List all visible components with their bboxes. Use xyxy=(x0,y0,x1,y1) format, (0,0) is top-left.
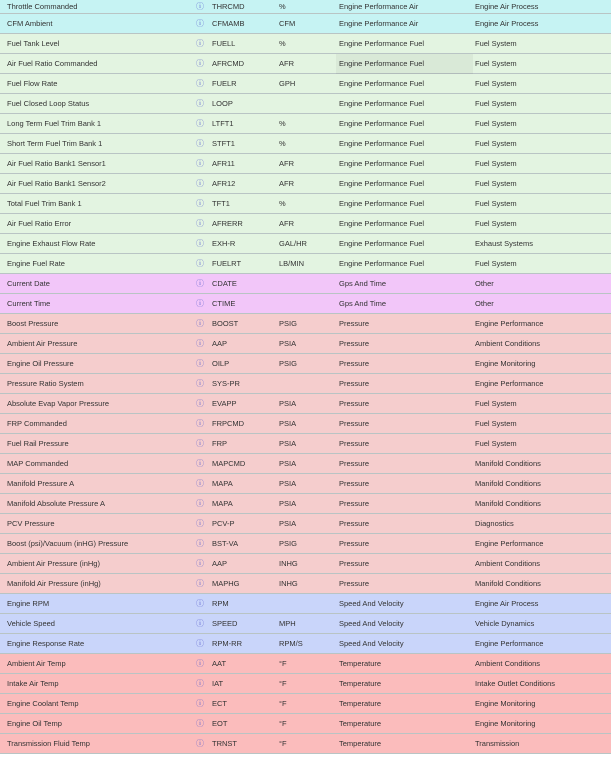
cell-category: Pressure xyxy=(339,559,370,568)
cell-category: Pressure xyxy=(339,459,370,468)
cell-category: Speed And Velocity xyxy=(339,639,404,648)
cell-unit: °F xyxy=(279,699,287,708)
cell-group: Fuel System xyxy=(475,179,517,188)
info-circle-icon[interactable]: ⓘ xyxy=(196,319,204,328)
info-circle-icon[interactable]: ⓘ xyxy=(196,139,204,148)
cell-category: Temperature xyxy=(339,739,382,748)
cell-unit: % xyxy=(279,199,286,208)
info-circle-icon[interactable]: ⓘ xyxy=(196,599,204,608)
cell-abbr: MAPA xyxy=(212,499,233,508)
cell-name: Manifold Absolute Pressure A xyxy=(7,499,105,508)
cell-abbr: CFMAMB xyxy=(212,19,245,28)
cell-category: Gps And Time xyxy=(339,279,387,288)
table-row[interactable] xyxy=(0,94,611,114)
cell-category: Engine Performance Air xyxy=(339,19,419,28)
cell-name: Throttle Commanded xyxy=(7,2,78,11)
info-circle-icon[interactable]: ⓘ xyxy=(196,19,204,28)
cell-name: Absolute Evap Vapor Pressure xyxy=(7,399,110,408)
cell-abbr: EVAPP xyxy=(212,399,237,408)
table-row[interactable] xyxy=(0,114,611,134)
cell-abbr: EXH-R xyxy=(212,239,236,248)
cell-category: Pressure xyxy=(339,359,370,368)
cell-group: Manifold Conditions xyxy=(475,459,541,468)
cell-abbr: CDATE xyxy=(212,279,237,288)
cell-name: Air Fuel Ratio Commanded xyxy=(7,59,98,68)
table-row[interactable] xyxy=(0,734,611,754)
cell-abbr: OILP xyxy=(212,359,230,368)
table-row[interactable] xyxy=(0,74,611,94)
cell-group: Ambient Conditions xyxy=(475,339,541,348)
table-row[interactable] xyxy=(0,214,611,234)
table-row[interactable] xyxy=(0,0,611,14)
cell-abbr: SYS-PR xyxy=(212,379,240,388)
cell-abbr: RPM xyxy=(212,599,229,608)
info-circle-icon[interactable]: ⓘ xyxy=(196,459,204,468)
info-circle-icon[interactable]: ⓘ xyxy=(196,399,204,408)
cell-unit: °F xyxy=(279,679,287,688)
cell-abbr: AFR11 xyxy=(212,159,235,168)
table-row[interactable] xyxy=(0,314,611,334)
cell-group: Fuel System xyxy=(475,199,517,208)
cell-group: Manifold Conditions xyxy=(475,479,541,488)
cell-name: FRP Commanded xyxy=(7,419,67,428)
cell-name: Intake Air Temp xyxy=(7,679,59,688)
table-row[interactable] xyxy=(0,594,611,614)
cell-unit: % xyxy=(279,119,286,128)
cell-unit: °F xyxy=(279,739,287,748)
cell-group: Fuel System xyxy=(475,219,517,228)
table-row[interactable] xyxy=(0,714,611,734)
info-circle-icon[interactable]: ⓘ xyxy=(196,519,204,528)
info-circle-icon[interactable]: ⓘ xyxy=(196,239,204,248)
cell-group: Other xyxy=(475,279,494,288)
info-circle-icon[interactable]: ⓘ xyxy=(196,739,204,748)
table-row[interactable] xyxy=(0,154,611,174)
cell-abbr: EOT xyxy=(212,719,228,728)
cell-unit xyxy=(279,94,337,114)
cell-category: Engine Performance Fuel xyxy=(339,219,425,228)
cell-group: Transmission xyxy=(475,739,520,748)
cell-group: Manifold Conditions xyxy=(475,579,541,588)
cell-category: Speed And Velocity xyxy=(339,599,404,608)
cell-name: Air Fuel Ratio Error xyxy=(7,219,72,228)
info-circle-icon[interactable]: ⓘ xyxy=(196,639,204,648)
info-circle-icon[interactable]: ⓘ xyxy=(196,699,204,708)
cell-abbr: MAPCMD xyxy=(212,459,246,468)
cell-abbr: MAPA xyxy=(212,479,233,488)
cell-name: Fuel Rail Pressure xyxy=(7,439,69,448)
cell-name: Transmission Fluid Temp xyxy=(7,739,90,748)
info-circle-icon[interactable]: ⓘ xyxy=(196,679,204,688)
cell-abbr: AFRERR xyxy=(212,219,243,228)
table-row[interactable] xyxy=(0,234,611,254)
info-circle-icon[interactable]: ⓘ xyxy=(196,719,204,728)
cell-group: Intake Outlet Conditions xyxy=(475,679,556,688)
table-row[interactable] xyxy=(0,674,611,694)
cell-abbr: FUELRT xyxy=(212,259,242,268)
cell-unit: PSIA xyxy=(279,419,297,428)
table-row[interactable] xyxy=(0,334,611,354)
cell-category: Pressure xyxy=(339,519,370,528)
cell-name: Engine Exhaust Flow Rate xyxy=(7,239,96,248)
table-row[interactable] xyxy=(0,634,611,654)
cell-unit: % xyxy=(279,39,286,48)
cell-unit: INHG xyxy=(279,559,298,568)
cell-unit: CFM xyxy=(279,19,296,28)
info-circle-icon[interactable]: ⓘ xyxy=(196,119,204,128)
cell-unit: RPM/S xyxy=(279,639,303,648)
cell-name: Fuel Closed Loop Status xyxy=(7,99,90,108)
info-circle-icon[interactable]: ⓘ xyxy=(196,299,204,308)
cell-name: Short Term Fuel Trim Bank 1 xyxy=(7,139,103,148)
info-circle-icon[interactable]: ⓘ xyxy=(196,419,204,428)
cell-unit: PSIA xyxy=(279,339,297,348)
cell-unit: PSIA xyxy=(279,519,297,528)
cell-group: Fuel System xyxy=(475,399,517,408)
cell-group: Fuel System xyxy=(475,59,517,68)
cell-name: Manifold Pressure A xyxy=(7,479,75,488)
info-circle-icon[interactable]: ⓘ xyxy=(196,59,204,68)
cell-abbr: SPEED xyxy=(212,619,238,628)
cell-category: Engine Performance Fuel xyxy=(339,79,425,88)
cell-group: Fuel System xyxy=(475,159,517,168)
cell-unit: GAL/HR xyxy=(279,239,307,248)
cell-name: Ambient Air Pressure xyxy=(7,339,78,348)
info-circle-icon[interactable]: ⓘ xyxy=(196,279,204,288)
cell-category: Engine Performance Air xyxy=(339,2,419,11)
info-circle-icon[interactable]: ⓘ xyxy=(196,659,204,668)
cell-unit: PSIG xyxy=(279,359,297,368)
cell-group: Engine Performance xyxy=(475,379,544,388)
cell-name: Current Time xyxy=(7,299,51,308)
cell-group: Other xyxy=(475,299,494,308)
cell-name: Pressure Ratio System xyxy=(7,379,84,388)
cell-name: Engine Response Rate xyxy=(7,639,85,648)
info-circle-icon[interactable]: ⓘ xyxy=(196,379,204,388)
info-circle-icon[interactable]: ⓘ xyxy=(196,99,204,108)
cell-name: Ambient Air Temp xyxy=(7,659,66,668)
cell-category: Pressure xyxy=(339,439,370,448)
cell-category: Engine Performance Fuel xyxy=(339,199,425,208)
cell-name: Vehicle Speed xyxy=(7,619,55,628)
cell-abbr: FUELL xyxy=(212,39,236,48)
cell-abbr: LOOP xyxy=(212,99,233,108)
cell-abbr: AAT xyxy=(212,659,227,668)
cell-unit: AFR xyxy=(279,179,294,188)
cell-name: Engine Coolant Temp xyxy=(7,699,79,708)
cell-abbr: AAP xyxy=(212,339,228,348)
cell-name: Ambient Air Pressure (inHg) xyxy=(7,559,100,568)
info-circle-icon[interactable]: ⓘ xyxy=(196,199,204,208)
cell-group: Fuel System xyxy=(475,259,517,268)
table-row[interactable] xyxy=(0,554,611,574)
cell-group: Fuel System xyxy=(475,79,517,88)
info-circle-icon[interactable]: ⓘ xyxy=(196,559,204,568)
cell-unit: AFR xyxy=(279,59,294,68)
cell-category: Engine Performance Fuel xyxy=(339,259,425,268)
cell-category: Engine Performance Fuel xyxy=(339,179,425,188)
cell-category: Engine Performance Fuel xyxy=(339,119,425,128)
cell-group: Exhaust Systems xyxy=(475,239,533,248)
info-circle-icon[interactable]: ⓘ xyxy=(196,619,204,628)
cell-category: Pressure xyxy=(339,539,370,548)
cell-group: Ambient Conditions xyxy=(475,659,541,668)
info-circle-icon[interactable]: ⓘ xyxy=(196,179,204,188)
table-row[interactable] xyxy=(0,374,611,394)
cell-unit: INHG xyxy=(279,579,298,588)
cell-group: Engine Air Process xyxy=(475,599,539,608)
cell-name: Long Term Fuel Trim Bank 1 xyxy=(7,119,102,128)
cell-unit: °F xyxy=(279,719,287,728)
cell-category: Engine Performance Fuel xyxy=(339,39,425,48)
cell-name: Engine Oil Temp xyxy=(7,719,62,728)
cell-category: Temperature xyxy=(339,659,382,668)
cell-group: Engine Monitoring xyxy=(475,719,536,728)
cell-category: Temperature xyxy=(339,679,382,688)
cell-name: PCV Pressure xyxy=(7,519,55,528)
cell-category: Pressure xyxy=(339,399,370,408)
info-circle-icon[interactable]: ⓘ xyxy=(196,79,204,88)
cell-unit: PSIA xyxy=(279,479,297,488)
cell-group: Ambient Conditions xyxy=(475,559,541,568)
cell-category: Temperature xyxy=(339,699,382,708)
table-row[interactable] xyxy=(0,274,611,294)
cell-unit xyxy=(279,274,337,294)
table-row[interactable] xyxy=(0,34,611,54)
cell-name: Boost (psi)/Vacuum (inHG) Pressure xyxy=(7,539,129,548)
table-row[interactable] xyxy=(0,614,611,634)
cell-group: Engine Performance xyxy=(475,319,544,328)
cell-category: Engine Performance Fuel xyxy=(339,159,425,168)
cell-abbr: BST-VA xyxy=(212,539,239,548)
cell-abbr: LTFT1 xyxy=(212,119,234,128)
table-row[interactable] xyxy=(0,694,611,714)
cell-group: Fuel System xyxy=(475,39,517,48)
cell-name: Engine Fuel Rate xyxy=(7,259,65,268)
cell-name: Total Fuel Trim Bank 1 xyxy=(7,199,82,208)
info-circle-icon[interactable]: ⓘ xyxy=(196,159,204,168)
table-row[interactable] xyxy=(0,434,611,454)
cell-unit xyxy=(279,374,337,394)
cell-category: Engine Performance Fuel xyxy=(339,99,425,108)
info-circle-icon[interactable]: ⓘ xyxy=(196,539,204,548)
cell-abbr: THRCMD xyxy=(212,2,245,11)
cell-category: Engine Performance Fuel xyxy=(339,139,425,148)
cell-category: Pressure xyxy=(339,579,370,588)
cell-group: Vehicle Dynamics xyxy=(475,619,535,628)
cell-abbr: CTIME xyxy=(212,299,236,308)
table-row[interactable] xyxy=(0,514,611,534)
cell-group: Fuel System xyxy=(475,439,517,448)
info-circle-icon[interactable]: ⓘ xyxy=(196,439,204,448)
cell-abbr: TFT1 xyxy=(212,199,230,208)
table-row[interactable] xyxy=(0,534,611,554)
cell-name: Engine Oil Pressure xyxy=(7,359,74,368)
cell-category: Pressure xyxy=(339,499,370,508)
cell-category: Engine Performance Fuel xyxy=(336,54,473,74)
cell-name: Fuel Flow Rate xyxy=(7,79,58,88)
cell-group: Fuel System xyxy=(475,99,517,108)
cell-category: Speed And Velocity xyxy=(339,619,404,628)
cell-unit: PSIA xyxy=(279,439,297,448)
table-row[interactable] xyxy=(0,454,611,474)
cell-category: Pressure xyxy=(339,319,370,328)
cell-name: MAP Commanded xyxy=(7,459,69,468)
cell-unit: PSIA xyxy=(279,499,297,508)
cell-abbr: FRP xyxy=(212,439,227,448)
table-row[interactable] xyxy=(0,54,611,74)
table-row[interactable] xyxy=(0,494,611,514)
info-circle-icon[interactable]: ⓘ xyxy=(196,479,204,488)
cell-unit: GPH xyxy=(279,79,296,88)
cell-category: Engine Performance Fuel xyxy=(339,239,425,248)
table-row[interactable] xyxy=(0,414,611,434)
table-row[interactable] xyxy=(0,474,611,494)
info-circle-icon[interactable]: ⓘ xyxy=(196,219,204,228)
cell-unit: LB/MIN xyxy=(279,259,305,268)
cell-group: Engine Performance xyxy=(475,539,544,548)
info-circle-icon[interactable]: ⓘ xyxy=(196,39,204,48)
cell-name: Boost Pressure xyxy=(7,319,59,328)
table-row[interactable] xyxy=(0,394,611,414)
info-circle-icon[interactable]: ⓘ xyxy=(196,359,204,368)
cell-name: Engine RPM xyxy=(7,599,50,608)
cell-abbr: MAPHG xyxy=(212,579,240,588)
cell-group: Fuel System xyxy=(475,119,517,128)
cell-abbr: AFRCMD xyxy=(212,59,245,68)
cell-name: Air Fuel Ratio Bank1 Sensor2 xyxy=(7,179,106,188)
cell-abbr: RPM-RR xyxy=(212,639,242,648)
info-circle-icon[interactable]: ⓘ xyxy=(196,259,204,268)
cell-abbr: ECT xyxy=(212,699,227,708)
info-circle-icon[interactable]: ⓘ xyxy=(196,339,204,348)
cell-unit: AFR xyxy=(279,219,294,228)
cell-abbr: PCV-P xyxy=(212,519,235,528)
table-row[interactable] xyxy=(0,254,611,274)
cell-abbr: BOOST xyxy=(212,319,239,328)
table-row[interactable] xyxy=(0,654,611,674)
cell-group: Fuel System xyxy=(475,139,517,148)
table-row[interactable] xyxy=(0,194,611,214)
cell-unit: MPH xyxy=(279,619,296,628)
info-circle-icon[interactable]: ⓘ xyxy=(196,579,204,588)
cell-group: Engine Monitoring xyxy=(475,699,536,708)
cell-category: Pressure xyxy=(339,419,370,428)
cell-unit: PSIA xyxy=(279,459,297,468)
table-row[interactable] xyxy=(0,134,611,154)
cell-group: Fuel System xyxy=(475,419,517,428)
table-row[interactable] xyxy=(0,174,611,194)
cell-abbr: IAT xyxy=(212,679,224,688)
table-row[interactable] xyxy=(0,294,611,314)
cell-unit: °F xyxy=(279,659,287,668)
cell-name: CFM Ambient xyxy=(7,19,53,28)
cell-unit: PSIG xyxy=(279,319,297,328)
cell-group: Engine Monitoring xyxy=(475,359,536,368)
cell-abbr: STFT1 xyxy=(212,139,235,148)
cell-group: Diagnostics xyxy=(475,519,514,528)
cell-group: Engine Performance xyxy=(475,639,544,648)
table-row[interactable] xyxy=(0,354,611,374)
cell-group: Engine Air Process xyxy=(475,2,539,11)
cell-name: Current Date xyxy=(7,279,50,288)
cell-abbr: TRNST xyxy=(212,739,237,748)
cell-category: Temperature xyxy=(339,719,382,728)
cell-name: Air Fuel Ratio Bank1 Sensor1 xyxy=(7,159,106,168)
info-circle-icon[interactable]: ⓘ xyxy=(196,2,204,11)
cell-category: Pressure xyxy=(339,379,370,388)
cell-group: Engine Air Process xyxy=(475,19,539,28)
cell-abbr: FRPCMD xyxy=(212,419,245,428)
cell-name: Manifold Air Pressure (inHg) xyxy=(7,579,101,588)
cell-abbr: AFR12 xyxy=(212,179,236,188)
cell-abbr: AAP xyxy=(212,559,228,568)
table-row[interactable] xyxy=(0,14,611,34)
cell-abbr: FUELR xyxy=(212,79,237,88)
cell-unit: AFR xyxy=(279,159,294,168)
cell-unit: PSIG xyxy=(279,539,297,548)
cell-name: Fuel Tank Level xyxy=(7,39,60,48)
cell-category: Gps And Time xyxy=(339,299,387,308)
cell-unit xyxy=(279,294,337,314)
cell-unit xyxy=(279,594,337,614)
cell-category: Pressure xyxy=(339,479,370,488)
cell-category: Pressure xyxy=(339,339,370,348)
cell-group: Manifold Conditions xyxy=(475,499,541,508)
cell-unit: % xyxy=(279,139,286,148)
cell-unit: PSIA xyxy=(279,399,297,408)
info-circle-icon[interactable]: ⓘ xyxy=(196,499,204,508)
table-row[interactable] xyxy=(0,574,611,594)
cell-unit: % xyxy=(279,2,286,11)
